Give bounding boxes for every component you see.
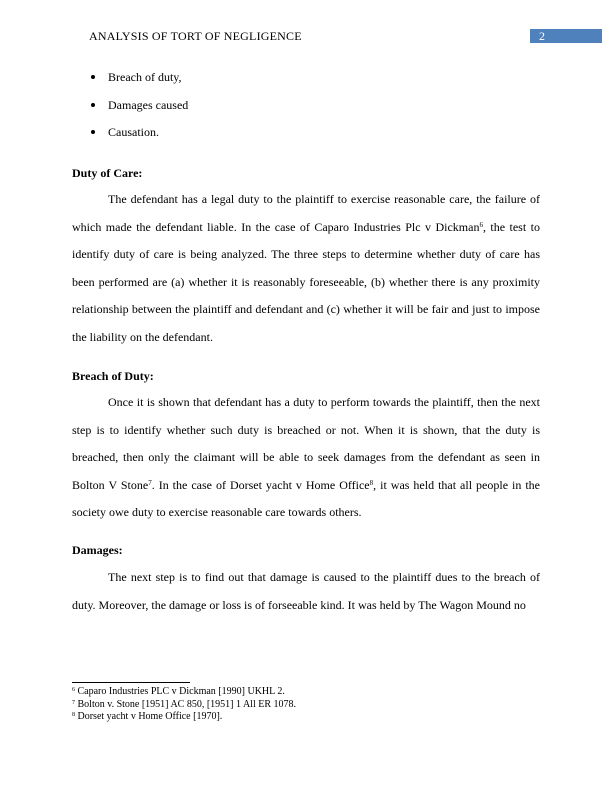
heading-damages: Damages:: [72, 543, 123, 557]
bullet-item: Causation.: [89, 125, 188, 153]
footnote-7: $^7$ Bolton v. Stone [1951] AC 850, [1951] 1 All ER 1078.: [72, 698, 297, 710]
footnote-6: $^6$ Caparo Industries PLC v Dickman [1990] UKHL 2.: [72, 686, 285, 697]
bullet-item: Damages caused: [89, 98, 188, 126]
bullet-item: Breach of duty,: [89, 70, 188, 98]
footnote-ref-6[interactable]: 6: [479, 220, 483, 229]
page-number-badge: 2: [530, 29, 602, 43]
heading-duty-of-care: Duty of Care:: [72, 166, 143, 180]
footnotes: [72, 686, 296, 724]
heading-breach-of-duty: Breach of Duty:: [72, 369, 154, 383]
footnote-8: $^8$ Dorset yacht v Home Office [1970].: [72, 711, 223, 722]
paragraph-breach-of-duty: Once it is shown that defendant has a duty to perform towards the plaintiff, then the next step is to identify whether such duty is breached or not. When it is shown, that the duty is breached, then only the claimant will be able to seek damages from the defendant as seen in Bolton V Stone$^7$. In the case of Dorset yacht v Home Office$^8$, it was held that all people in the society owe duty to exercise reasonable care towards others.: [72, 395, 540, 520]
footnote-separator: [72, 682, 190, 683]
paragraph-duty-of-care: The defendant has a legal duty to the plaintiff to exercise reasonable care, the failure of which made the defendant liable. In the case of Caparo Industries Plc v Dickman$^6$, the test to identify duty of care is being analyzed. The three steps to determine whether duty of care has been performed are (a) whether it is reasonably foreseeable, (b) whether there is any proximity relationship between the plaintiff and defendant and (c) whether it will be fair and just to impose the liability on the defendant.: [72, 192, 540, 344]
paragraph-damages: The next step is to find out that damage is caused to the plaintiff dues to the breach of duty. Moreover, the damage or loss is of forseeable kind. It was held by The Wagon Mound no: [72, 570, 540, 612]
footnote-ref-8[interactable]: 8: [369, 478, 374, 487]
running-header-title: ANALYSIS OF TORT OF NEGLIGENCE: [89, 29, 302, 43]
elements-bullet-list: [89, 70, 188, 153]
footnote-ref-7[interactable]: 7: [148, 478, 152, 487]
